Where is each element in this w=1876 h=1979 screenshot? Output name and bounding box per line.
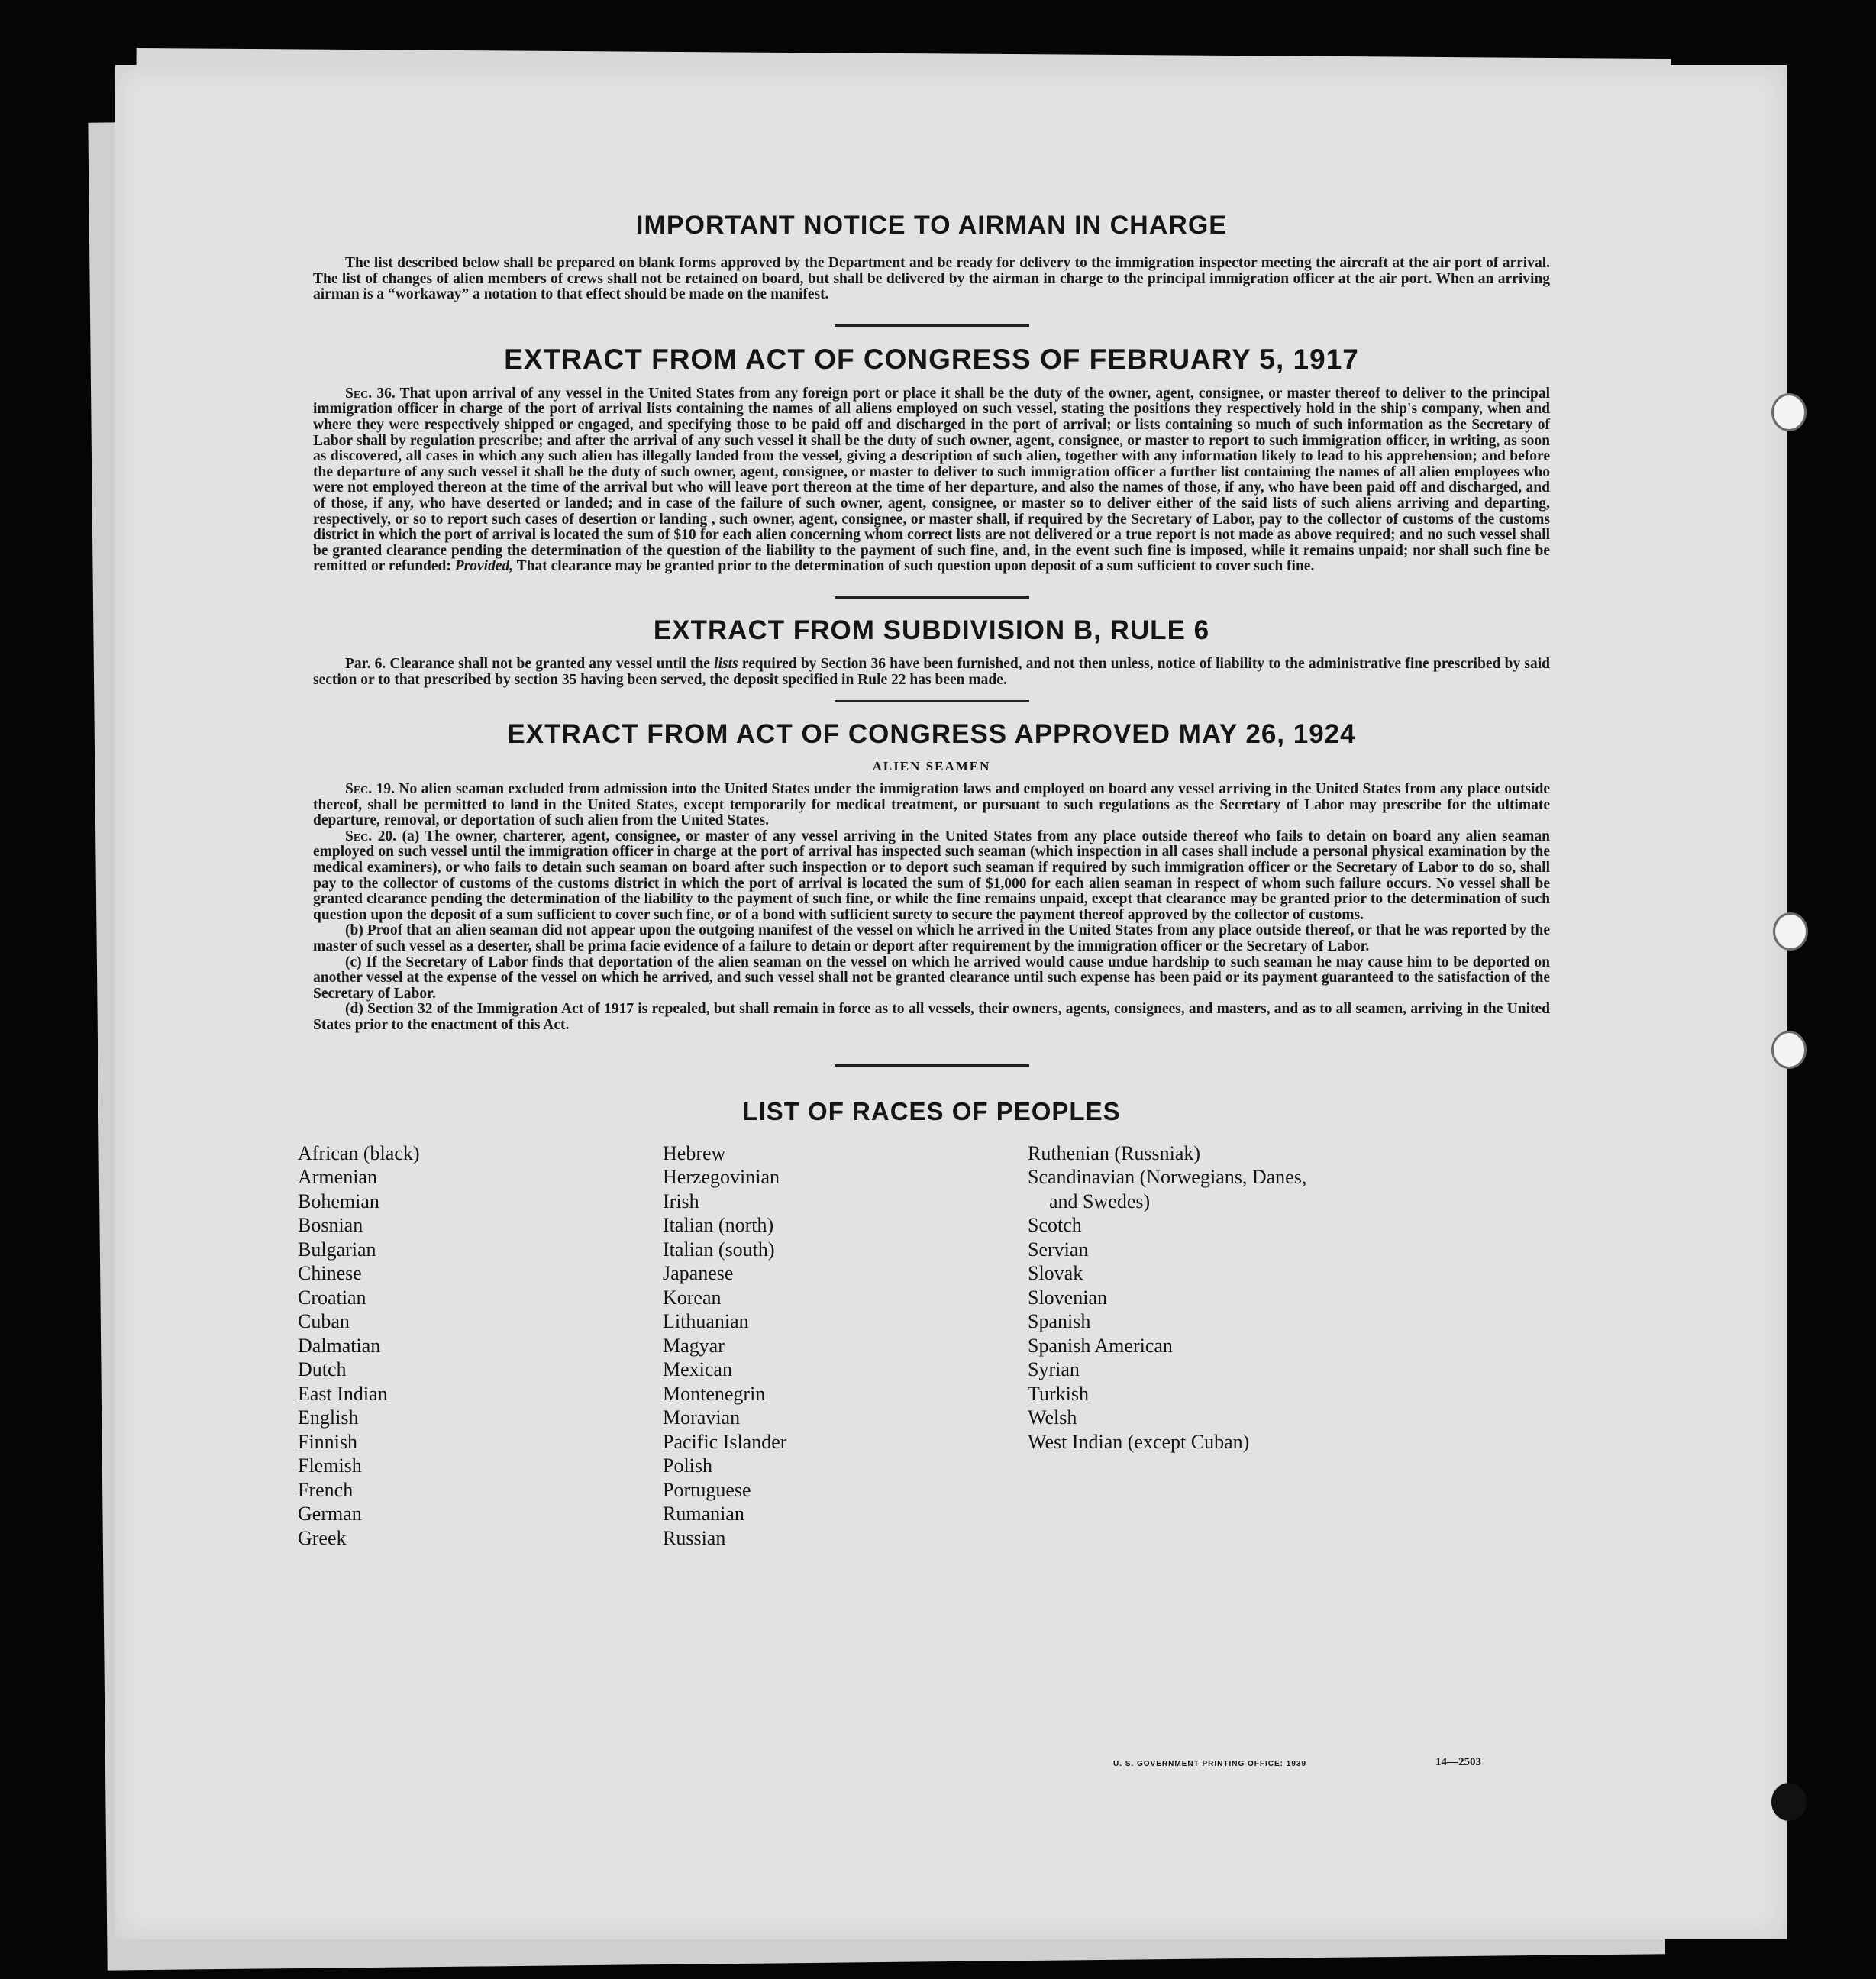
race-item: Mexican <box>663 1358 732 1381</box>
act-1924-title: EXTRACT FROM ACT OF CONGRESS APPROVED MAY 26, 1924 <box>507 719 1356 750</box>
race-item: Spanish <box>1028 1310 1091 1333</box>
race-item: Turkish <box>1028 1382 1089 1405</box>
race-item: Lithuanian <box>663 1310 749 1333</box>
race-item: Moravian <box>663 1406 741 1429</box>
sec19-body: No alien seaman excluded from admission into the United States under the immigration laws and employed on board any vessel arriving in the United States from any place outside thereof, shall be permitted to land in the United States, except temporarily for medical treatment, or pursuant to such regulations as the Secretary of Labor may prescribe for the ultimate departure, removal, or deportation of such alien from the United States. <box>313 781 1551 829</box>
races-title: LIST OF RACES OF PEOPLES <box>742 1096 1121 1125</box>
race-item: Italian (south) <box>663 1238 775 1261</box>
race-item: Finnish <box>298 1430 358 1453</box>
race-item: Cuban <box>298 1310 350 1333</box>
race-item: Polish <box>663 1454 713 1477</box>
sec20c-paragraph: (c) If the Secretary of Labor finds that deportation of the alien seaman on the vessel on which he arrived would cause undue hardship to such seaman he may cause him to be deported on another vessel at the expense of the vessel on which he arrived, and such vessel shall not be granted clearance until such expense has been paid or its payment guaranteed to the satisfaction of the Secretary of Labor. <box>313 954 1550 1002</box>
sec20a-paragraph <box>313 829 1550 924</box>
sec-label: Sec. 19. <box>345 781 395 798</box>
race-item: Croatian <box>298 1286 366 1309</box>
rule6-body <box>313 657 1550 688</box>
races-column-2 <box>663 1141 786 1551</box>
race-item: Bulgarian <box>298 1238 376 1261</box>
section-divider <box>835 1064 1029 1067</box>
notice-title: IMPORTANT NOTICE TO AIRMAN IN CHARGE <box>636 211 1227 240</box>
race-item: Dutch <box>298 1358 347 1381</box>
form-number: 14—2503 <box>1435 1756 1481 1768</box>
sec-label: Sec. 36. <box>345 385 396 402</box>
notice-body: The list described below shall be prepared on blank forms approved by the Department and be ready for delivery to the immigration inspector meeting the aircraft at the air port of arrival. The list of changes of alien members of crews shall not be retained on board, but shall be delivered by the airman in charge to the principal immigration officer at the air port. When an arriving airman is a “workaway” a notation to that effect should be made on the manifest. <box>313 255 1550 303</box>
race-item: Spanish American <box>1028 1334 1173 1357</box>
section-divider <box>835 596 1029 599</box>
race-item: Irish <box>663 1190 699 1212</box>
rule6-body-end: required by Section 36 have been furnished, and not then unless, notice of liability to the administrative fine prescribed by said section or to that prescribed by section 35 having been served, the deposit specified in Rule 22 has been made. <box>313 655 1550 688</box>
race-item: Welsh <box>1028 1406 1077 1429</box>
punch-hole <box>1771 393 1807 431</box>
race-item: Greek <box>298 1526 347 1549</box>
document-content <box>298 145 1551 1569</box>
act-1917-title: EXTRACT FROM ACT OF CONGRESS OF FEBRUARY 5, 1917 <box>504 343 1359 375</box>
race-item: Montenegrin <box>663 1382 766 1405</box>
sec36-body: That upon arrival of any vessel in the United States from any foreign port or place it shall be the duty of the owner, agent, consignee, or master thereof to deliver to the principal immigration officer in charge of the port of arrival lists containing the names of all aliens employed on such vessel, stating the positions they respectively hold in the ship's company, when and where they were respectively shipped or engaged, and specifying those to be paid off and discharged in the port of arrival; or lists containing so much of such information as the Secretary of Labor shall by regulation prescribe; and after the arrival of any such vessel it shall be the duty of such owner, agent, consignee, or master to report to such immigration officer, in writing, as soon as discovered, all cases in which any such alien has illegally landed from the vessel, giving a description of such alien, together with any information likely to lead to his apprehension; and before the departure of any such vessel it shall be the duty of such owner, agent, consignee, or master to deliver to such immigration officer a further list containing the names of all alien employees who were not employed thereon at the time of the arrival but who will leave port thereon at the time of her departure, and also the names of those, if any, who have been paid off and discharged, and of those, if any, who have deserted or landed; and in case of the failure of such owner, agent, consignee, or master so to deliver either of the said lists of such aliens arriving and departing, respectively, or so to report such cases of desertion or landing , such owner, agent, consignee, or master shall, if required by the Secretary of Labor, pay to the collector of customs of the customs district in which the port of arrival is located the sum of $10 for each alien concerning whom correct lists are not delivered or a true report is not made as above required; and no such vessel shall be granted clearance pending the determination of the question of the liability to the payment of such fine, and, in the event such fine is imposed, while it remains unpaid; nor shall such fine be remitted or refunded: <box>313 385 1551 575</box>
punch-hole <box>1771 1031 1807 1069</box>
race-item: Pacific Islander <box>663 1430 787 1453</box>
race-item: Rumanian <box>663 1503 744 1525</box>
race-item: Japanese <box>663 1262 734 1285</box>
race-item: Dalmatian <box>298 1334 381 1357</box>
race-item: Bohemian <box>298 1190 379 1212</box>
race-item: Scandinavian (Norwegians, Danes, <box>1028 1166 1307 1189</box>
race-item: Ruthenian (Russniak) <box>1028 1141 1201 1164</box>
race-item: and Swedes) <box>1049 1190 1151 1212</box>
races-column-3 <box>1028 1141 1306 1454</box>
race-item: Slovenian <box>1028 1286 1107 1309</box>
race-item: Russian <box>663 1526 726 1549</box>
race-item: Servian <box>1028 1238 1089 1261</box>
race-item: Italian (north) <box>663 1214 774 1237</box>
race-item: Herzegovinian <box>663 1166 780 1189</box>
race-item: Slovak <box>1028 1262 1083 1285</box>
sec20b-paragraph: (b) Proof that an alien seaman did not appear upon the outgoing manifest of the vessel on which he arrived in the United States from any place outside thereof, or that he was reported by the master of such vessel as a deserter, shall be prima facie evidence of a failure to detain or deport after requirement by the immigration officer or the Secretary of Labor. <box>313 922 1550 955</box>
race-item: Flemish <box>298 1454 362 1477</box>
punch-hole <box>1771 1783 1807 1821</box>
race-item: Magyar <box>663 1334 725 1357</box>
printer-imprint: U. S. GOVERNMENT PRINTING OFFICE: 1939 <box>1113 1760 1307 1768</box>
race-item: Scotch <box>1028 1214 1082 1237</box>
sec20a-body: (a) The owner, charterer, agent, consignee, or master of any vessel arriving in the United States from any place outside thereof who fails to detain on board any alien seaman employed on such vessel until the immigration officer in charge at the port of arrival has inspected such seaman (which inspection in all cases shall include a personal physical examination by the medical examiners), or who fails to detain such seaman on board after such inspection or to deport such seaman if required by such immigration officer or the Secretary of Labor to do so, shall pay to the collector of customs of the customs district in which the port of arrival is located the sum of $1,000 for each alien seaman in respect of whom such failure occurs. No vessel shall be granted clearance pending the determination of the liability to the payment of such fine, or while the fine remains unpaid, except that clearance may be granted prior to the determination of such question upon the deposit of a sum sufficient to cover such fine, or of a bond with sufficient surety to secure the payment thereof approved by the collector of customs. <box>313 828 1551 923</box>
race-item: Portuguese <box>663 1478 751 1501</box>
provided-italic: Provided, <box>454 558 514 575</box>
race-item: German <box>298 1503 362 1525</box>
punch-hole <box>1773 912 1808 951</box>
races-list <box>298 1141 1443 1569</box>
race-item: Syrian <box>1028 1358 1080 1381</box>
sec19-paragraph <box>313 782 1550 829</box>
race-item: East Indian <box>298 1382 388 1405</box>
rule6-title: EXTRACT FROM SUBDIVISION B, RULE 6 <box>653 615 1210 645</box>
race-item: Chinese <box>298 1262 362 1285</box>
races-column-1 <box>298 1141 420 1551</box>
section-divider <box>835 324 1029 327</box>
sec20d-paragraph: (d) Section 32 of the Immigration Act of 1917 is repealed, but shall remain in force as to all vessels, their owners, agents, consignees, and masters, and as to all seamen, arriving in the United States prior to the enactment of this Act. <box>313 1001 1550 1033</box>
race-item: African (black) <box>298 1141 420 1164</box>
race-item: Bosnian <box>298 1214 363 1237</box>
lists-italic: lists <box>714 655 738 672</box>
race-item: Armenian <box>298 1166 377 1189</box>
race-item: West Indian (except Cuban) <box>1028 1430 1250 1453</box>
race-item: Korean <box>663 1286 722 1309</box>
race-item: English <box>298 1406 359 1429</box>
race-item: French <box>298 1478 354 1501</box>
rule6-body-start: Par. 6. Clearance shall not be granted any vessel until the <box>345 655 710 672</box>
section-divider <box>835 700 1029 702</box>
sec-label: Sec. 20. <box>345 828 396 844</box>
race-item: Hebrew <box>663 1141 726 1164</box>
sec36-body-end: That clearance may be granted prior to the determination of such question upon deposit of a sum sufficient to cover such fine. <box>516 558 1315 575</box>
alien-seamen-subtitle: ALIEN SEAMEN <box>872 759 991 774</box>
act-1917-sec36 <box>313 386 1550 575</box>
